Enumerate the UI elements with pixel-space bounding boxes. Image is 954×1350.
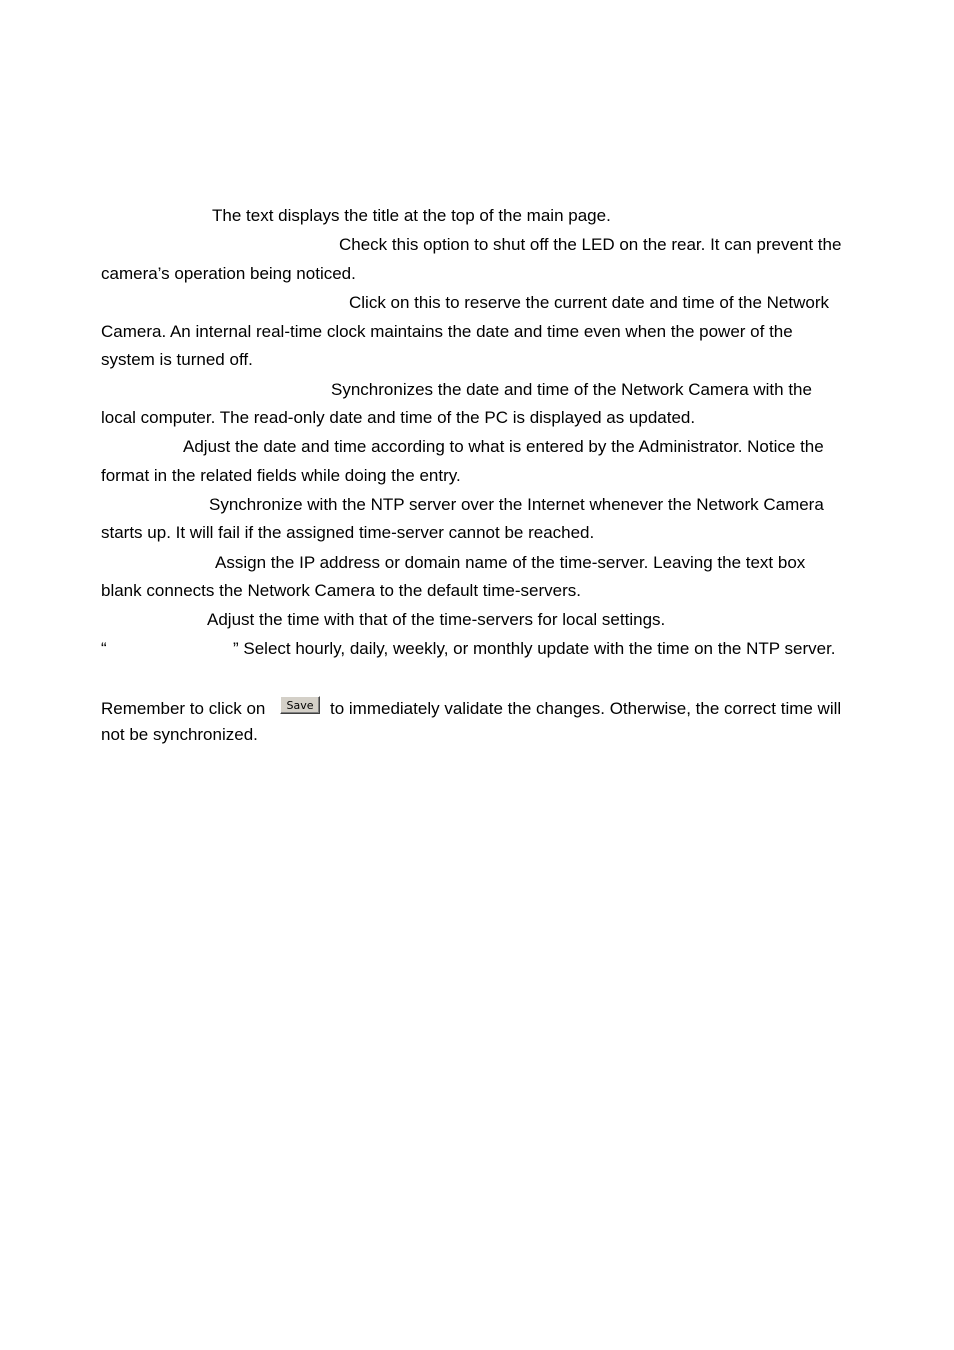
sync-pc-description-line-1: Synchronizes the date and time of the Network Camera with the — [331, 380, 812, 399]
remember-text-suffix: to immediately validate the changes. Otherwise, the correct time will — [330, 699, 842, 718]
led-description-line-2: camera’s operation being noticed. — [101, 264, 356, 283]
sync-pc-description-line-2: local computer. The read-only date and time of the PC is displayed as updated. — [101, 408, 696, 427]
manual-description-line-2: format in the related fields while doing the entry. — [101, 466, 461, 485]
manual-description-line-1: Adjust the date and time according to what is entered by the Administrator. Notice the — [183, 437, 824, 456]
keep-time-description-line-2: Camera. An internal real-time clock maintains the date and time even when the power of the — [101, 322, 793, 341]
title-description: The text displays the title at the top of the main page. — [212, 206, 611, 225]
ntp-server-description-line-2: blank connects the Network Camera to the default time-servers. — [101, 581, 581, 600]
ntp-description-line-2: starts up. It will fail if the assigned time-server cannot be reached. — [101, 523, 595, 542]
remember-text-line-2: not be synchronized. — [101, 725, 258, 744]
ntp-description-line-1: Synchronize with the NTP server over the Internet whenever the Network Camera — [209, 495, 824, 514]
update-interval-open-quote: “ — [101, 639, 107, 658]
remember-text-prefix: Remember to click on — [101, 699, 266, 718]
time-zone-description: Adjust the time with that of the time-servers for local settings. — [207, 610, 666, 629]
keep-time-description-line-3: system is turned off. — [101, 350, 253, 369]
keep-time-description-line-1: Click on this to reserve the current date and time of the Network — [349, 293, 830, 312]
led-description-line-1: Check this option to shut off the LED on the rear. It can prevent the — [339, 235, 842, 254]
update-interval-description: ” Select hourly, daily, weekly, or monthly update with the time on the NTP server. — [233, 639, 836, 658]
ntp-server-description-line-1: Assign the IP address or domain name of the time-server. Leaving the text box — [215, 553, 806, 572]
save-button[interactable]: Save — [280, 696, 320, 714]
